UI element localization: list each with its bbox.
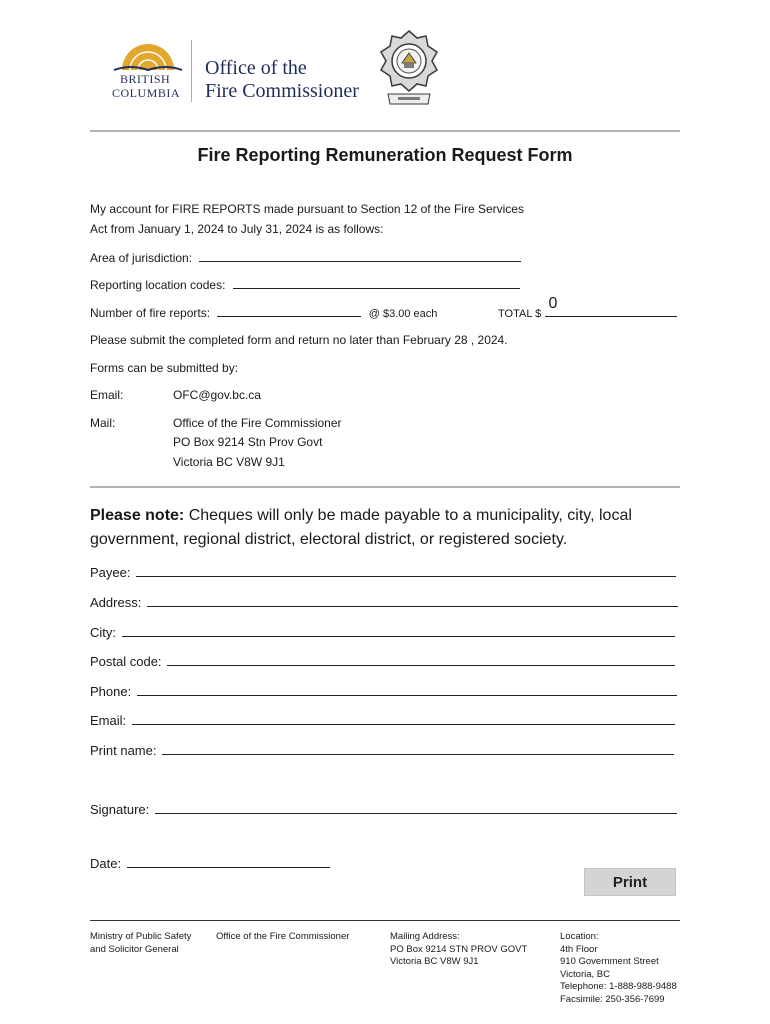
note-text1: Cheques will only be made payable to a municipality, city, local [184, 507, 632, 524]
print-name-input[interactable] [162, 742, 674, 755]
note-text2: government, regional district, electoral district, or registered society. [90, 531, 568, 548]
footer-col4-line2: 4th Floor [560, 943, 598, 955]
postal-label: Postal code: [90, 654, 162, 669]
footer-col3 [390, 931, 527, 969]
codes-label: Reporting location codes: [90, 278, 226, 292]
area-label: Area of jurisdiction: [90, 251, 193, 265]
city-input[interactable] [122, 624, 675, 637]
footer-col1-line2: and Solicitor General [90, 943, 179, 955]
footer-col2-line1: Office of the Fire Commissioner [216, 931, 350, 942]
footer-col4-line1: Location: [560, 931, 599, 942]
footer-col3-line2: PO Box 9214 STN PROV GOVT [390, 943, 528, 955]
date-row [90, 855, 330, 872]
payee-input[interactable] [136, 564, 676, 577]
city-label: City: [90, 625, 116, 640]
footer-col4-line6: Facsimile: 250-356-7699 [560, 993, 665, 1005]
footer-col3-line1: Mailing Address: [390, 931, 460, 942]
intro-line2: Act from January 1, 2024 to July 31, 2024 is as follows: [90, 222, 384, 236]
address-input[interactable] [147, 594, 678, 607]
email-label: Email: [90, 388, 124, 402]
payee-row [90, 564, 676, 581]
bc-logo [110, 36, 186, 102]
total-row [498, 295, 677, 322]
top-rule [90, 130, 680, 132]
payee-email-input[interactable] [132, 712, 675, 725]
phone-row [90, 683, 677, 700]
mail-line3: Victoria BC V8W 9J1 [173, 455, 285, 469]
signature-label: Signature: [90, 802, 150, 817]
bc-sun-icon [110, 36, 186, 72]
mail-line2: PO Box 9214 Stn Prov Govt [173, 435, 323, 449]
footer-col4-line4: Victoria, BC [560, 968, 610, 980]
postal-code-row [90, 653, 675, 670]
office-title-line1: Office of the [205, 57, 307, 79]
area-of-jurisdiction-row [90, 249, 521, 266]
bc-logo-line2: COLUMBIA [112, 86, 181, 100]
bc-logo-line1: BRITISH [120, 72, 171, 86]
city-row [90, 624, 675, 641]
maltese-cross-badge-icon [378, 28, 440, 108]
mail-line1: Office of the Fire Commissioner [173, 416, 342, 430]
phone-input[interactable] [137, 683, 677, 696]
total-input[interactable] [545, 295, 677, 317]
signature-row [90, 801, 677, 818]
print-name-label: Print name: [90, 743, 157, 758]
middle-rule [90, 486, 680, 488]
mail-label: Mail: [90, 416, 116, 430]
postal-input[interactable] [167, 653, 675, 666]
area-input[interactable] [199, 249, 521, 262]
email-value[interactable]: OFC@gov.bc.ca [173, 388, 261, 402]
footer-col4-line3: 910 Government Street [560, 956, 659, 967]
print-button[interactable]: Print [584, 868, 676, 896]
total-value: 0 [548, 295, 558, 312]
payee-label: Payee: [90, 565, 131, 580]
footer-col2 [216, 931, 349, 944]
footer-col3-line3: Victoria BC V8W 9J1 [390, 956, 479, 967]
print-name-row [90, 742, 674, 759]
number-reports-row [90, 304, 437, 322]
reporting-codes-row [90, 276, 520, 293]
submit-note: Please submit the completed form and return no later than February 28 , 2024. [90, 333, 508, 347]
cheque-note [90, 504, 632, 552]
submitted-by: Forms can be submitted by: [90, 361, 239, 375]
form-title: Fire Reporting Remuneration Request Form [197, 145, 573, 165]
footer-col1-line1: Ministry of Public Safety [90, 931, 192, 942]
logo-divider [191, 40, 192, 102]
date-label: Date: [90, 856, 122, 871]
reports-label: Number of fire reports: [90, 306, 211, 320]
fire-commissioner-badge [378, 28, 440, 108]
payee-email-row [90, 712, 675, 729]
phone-label: Phone: [90, 684, 132, 699]
date-input[interactable] [127, 855, 330, 868]
address-row [90, 594, 678, 611]
footer-col1 [90, 931, 191, 956]
address-label: Address: [90, 595, 142, 610]
payee-email-label: Email: [90, 713, 127, 728]
footer-rule [90, 920, 680, 921]
note-bold: Please note: [90, 507, 185, 524]
intro-line1: My account for FIRE REPORTS made pursuant to Section 12 of the Fire Services [90, 202, 524, 216]
footer-col4 [560, 931, 677, 1006]
total-label: TOTAL $ [498, 308, 542, 320]
signature-input[interactable] [155, 801, 677, 814]
office-title-line2: Fire Commissioner [205, 80, 359, 102]
cheque-note-line1 [90, 504, 632, 528]
reports-input[interactable] [217, 304, 361, 317]
rate-label: @ $3.00 each [368, 308, 438, 320]
codes-input[interactable] [233, 276, 520, 289]
footer-col4-line5: Telephone: 1-888-988-9488 [560, 981, 677, 992]
